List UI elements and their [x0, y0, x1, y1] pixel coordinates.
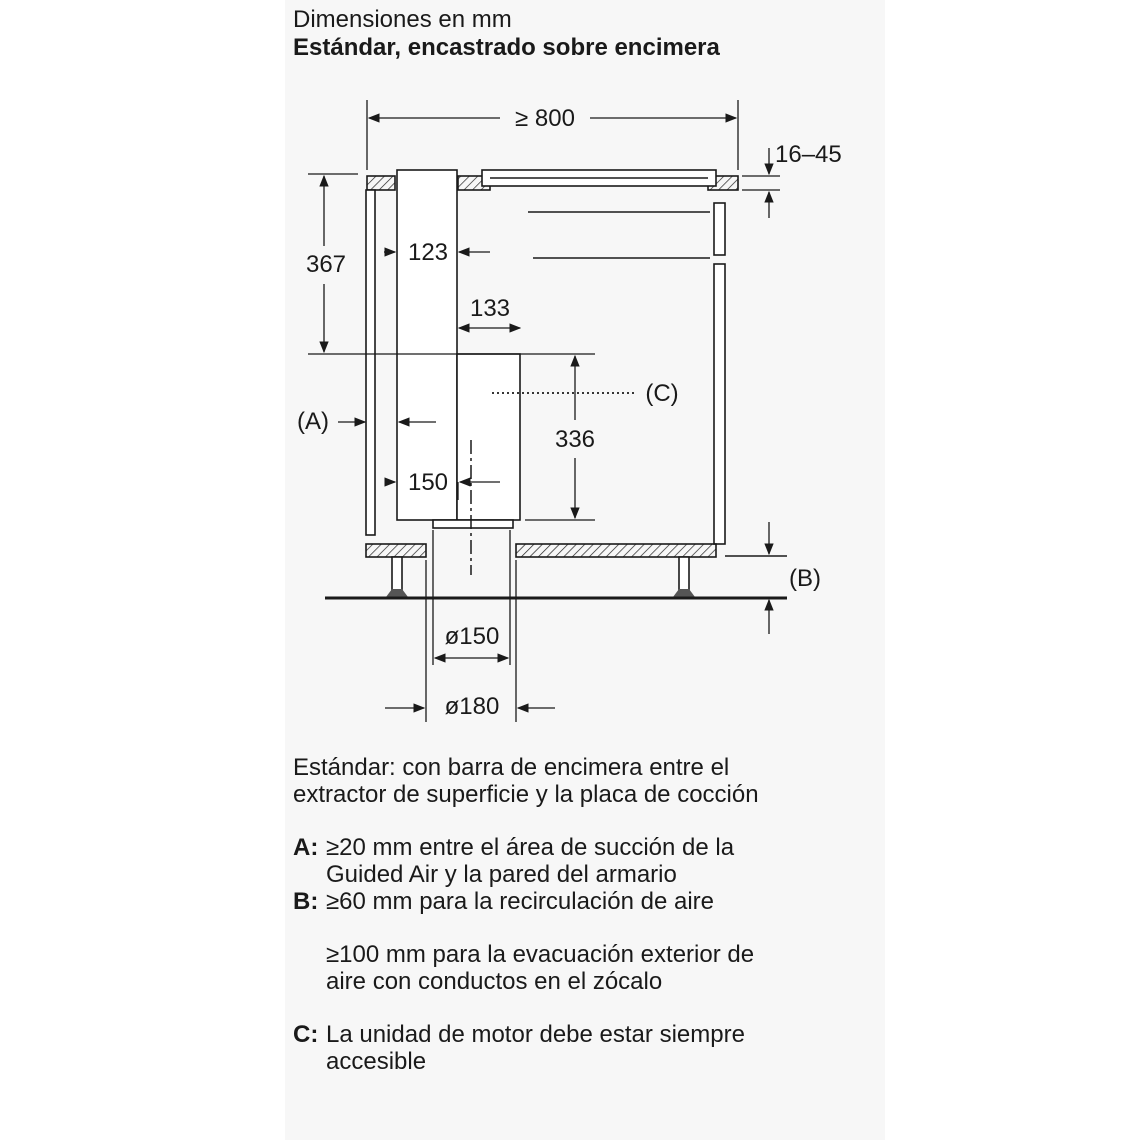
cabinet-base-left: [366, 544, 426, 557]
notes: [293, 754, 853, 1075]
label-c: (C): [645, 380, 679, 407]
note-c: [293, 1021, 853, 1048]
cabinet-right-wall-lower: [714, 264, 725, 544]
page-title: Estándar, encastrado sobre encimera: [293, 34, 720, 61]
dim-worktop-thickness: 16–45: [775, 141, 842, 168]
motor-unit: [457, 354, 520, 520]
cabinet-left-wall: [366, 190, 375, 535]
intro-line-1: Estándar: con barra de encimera entre el: [293, 754, 730, 781]
note-a-text-2: Guided Air y la pared del armario: [326, 861, 677, 888]
dim-width: ≥ 800: [515, 105, 575, 132]
dim-unit-depth: 123: [407, 239, 449, 266]
note-a-text-1: ≥20 mm entre el área de succión de la: [326, 834, 735, 861]
subtitle: Dimensiones en mm: [293, 6, 512, 33]
dim-motor-offset: 133: [469, 295, 511, 322]
note-c-key: C:: [293, 1021, 319, 1048]
note-b: [293, 888, 853, 915]
note-c-text-2: accesible: [326, 1048, 427, 1075]
note-a: [293, 834, 853, 861]
note-b-text-2: ≥100 mm para la evacuación exterior de: [326, 941, 755, 968]
dim-motor-height: 336: [554, 426, 596, 453]
note-a-key: A:: [293, 834, 319, 861]
foot-right: [679, 557, 689, 591]
note-b-key: B:: [293, 888, 319, 915]
foot-left: [392, 557, 402, 591]
dim-upper-height: 367: [305, 251, 347, 278]
note-b-text-1: ≥60 mm para la recirculación de aire: [326, 888, 715, 915]
dim-duct-inner: ø150: [444, 623, 500, 650]
intro-line-2: extractor de superficie y la placa de cocción: [293, 781, 759, 808]
label-a: (A): [297, 408, 329, 435]
note-c-text-1: La unidad de motor debe estar siempre: [326, 1021, 745, 1048]
worktop-left: [367, 176, 395, 190]
cabinet-base-right: [516, 544, 716, 557]
dim-duct-outer: ø180: [444, 693, 500, 720]
note-b-text-3: aire con conductos en el zócalo: [326, 968, 663, 995]
downdraft-column: [397, 170, 457, 520]
dim-duct-offset: 150: [407, 469, 449, 496]
cabinet-right-wall-upper: [714, 203, 725, 255]
label-b: (B): [789, 565, 821, 592]
duct-connector: [433, 520, 513, 528]
